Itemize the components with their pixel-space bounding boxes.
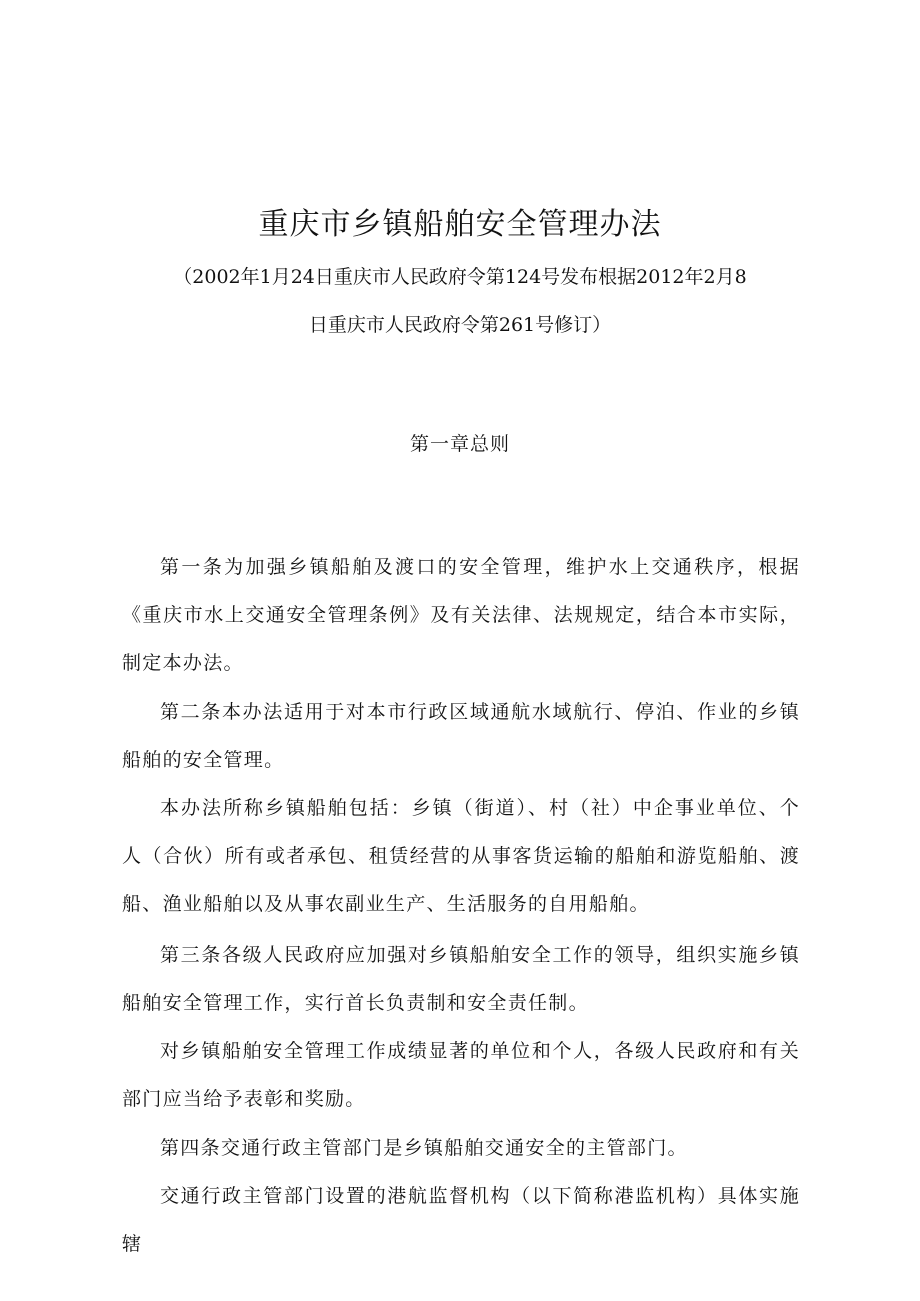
- article-2-paragraph: 第二条本办法适用于对本市行政区域通航水域航行、停泊、作业的乡镇船舶的安全管理。: [122, 701, 800, 771]
- document-subtitle-line-2: 日重庆市人民政府令第261号修订）: [308, 314, 612, 336]
- document-subtitle-line-1: （2002年1月24日重庆市人民政府令第124号发布根据2012年2月8: [173, 266, 747, 288]
- article-1-paragraph: 第一条为加强乡镇船舶及渡口的安全管理，维护水上交通秩序，根据《重庆市水上交通安全管理条例》及有关法律、法规规定，结合本市实际，制定本办法。: [122, 556, 800, 674]
- article-4-continuation-paragraph: 交通行政主管部门设置的港航监督机构（以下简称港监机构）具体实施辖: [122, 1185, 800, 1255]
- document-title: 重庆市乡镇船舶安全管理办法: [258, 207, 662, 242]
- article-3-commendation-paragraph: 对乡镇船舶安全管理工作成绩显著的单位和个人，各级人民政府和有关部门应当给予表彰和奖励。: [122, 1040, 800, 1110]
- article-3-paragraph: 第三条各级人民政府应加强对乡镇船舶安全工作的领导，组织实施乡镇船舶安全管理工作，实行首长负责制和安全责任制。: [122, 944, 800, 1014]
- article-4-paragraph: 第四条交通行政主管部门是乡镇船舶交通安全的主管部门。: [160, 1137, 688, 1159]
- chapter-heading: 第一章总则: [409, 433, 510, 455]
- article-2-definition-paragraph: 本办法所称乡镇船舶包括：乡镇（街道）、村（社）中企事业单位、个人（合伙）所有或者承包、租赁经营的从事客货运输的船舶和游览船舶、渡船、渔业船舶以及从事农副业生产、生活服务的自用船舶。: [122, 797, 800, 915]
